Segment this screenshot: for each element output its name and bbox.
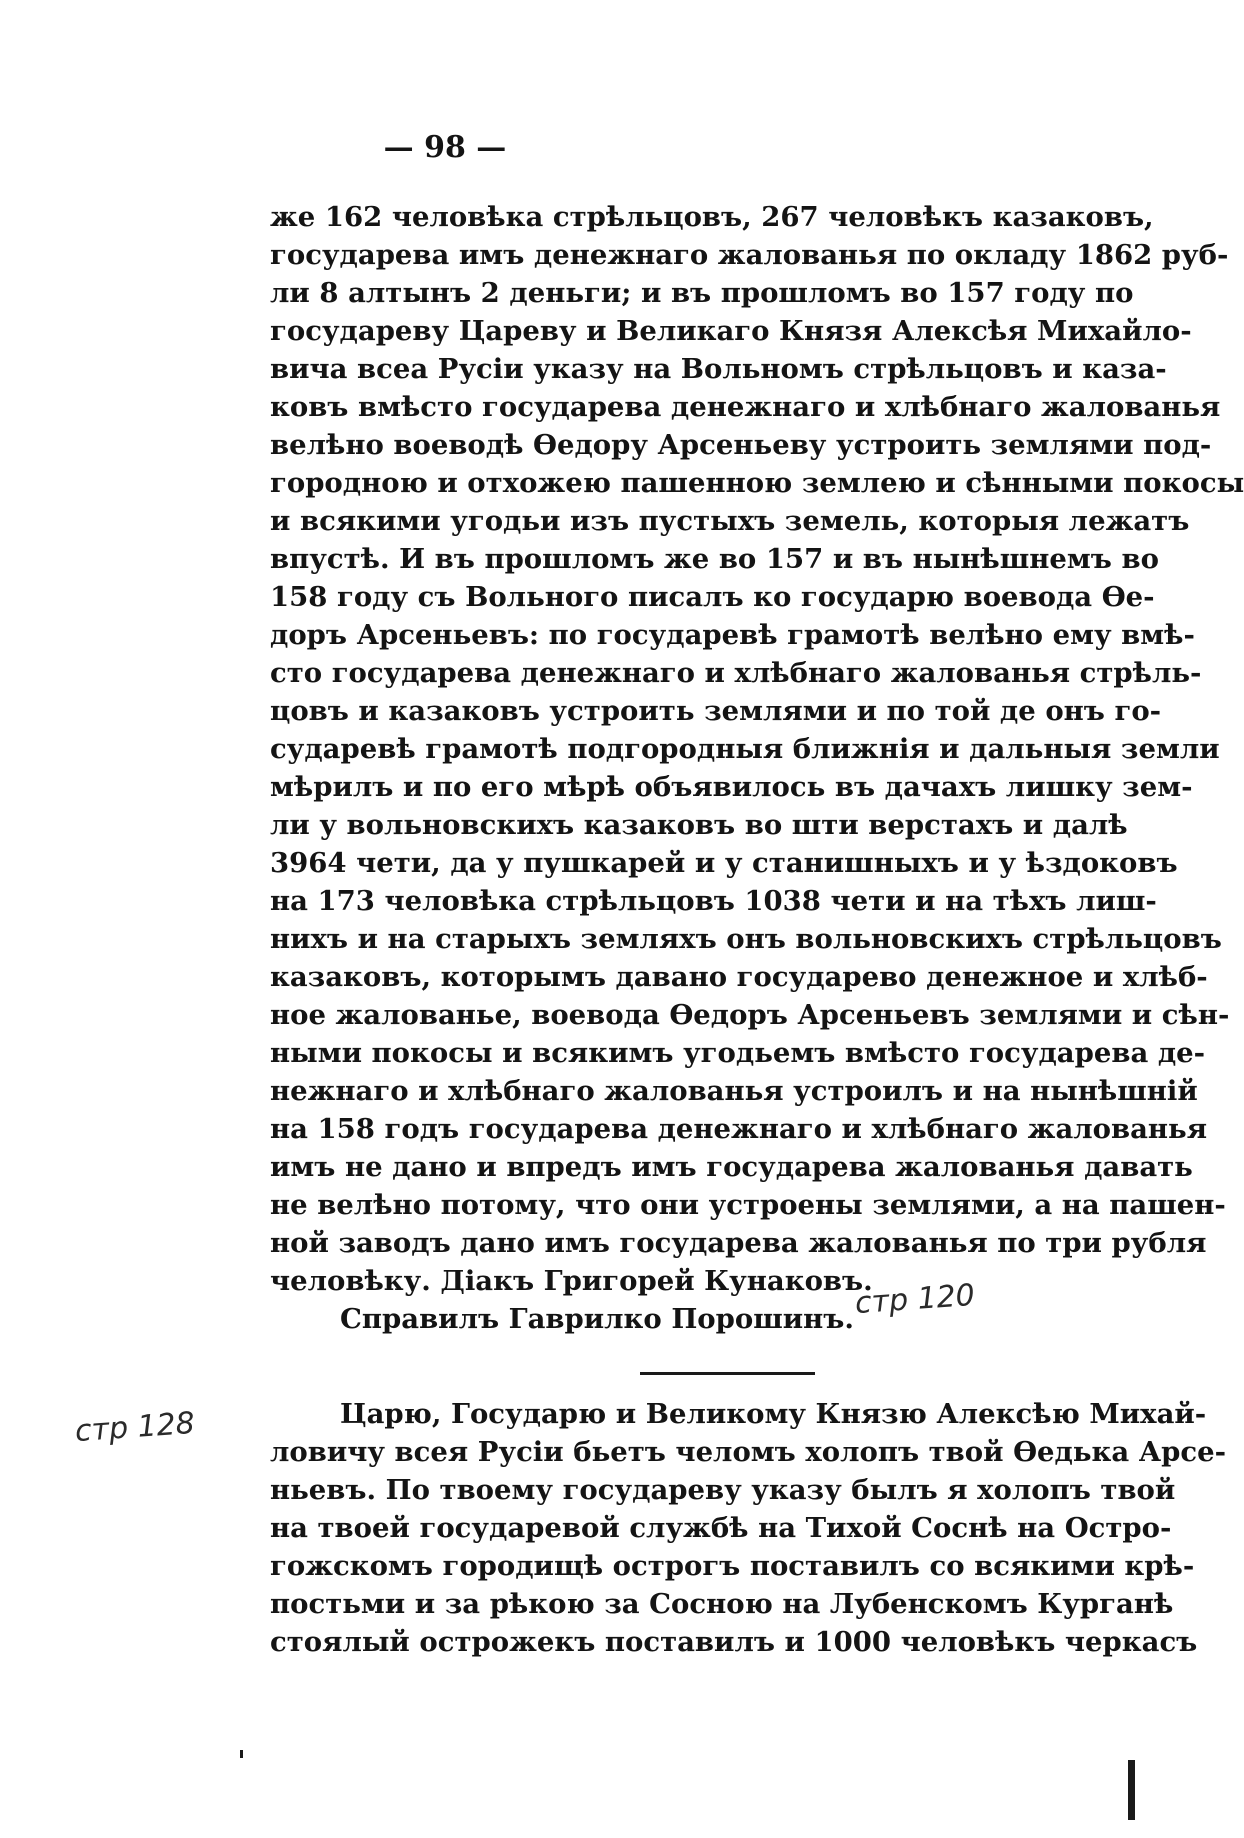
handwritten-note-margin: стр 128	[73, 1405, 196, 1450]
text-line: же 162 человѣка стрѣльцовъ, 267 человѣкъ казаковъ,	[270, 201, 1154, 233]
text-line: человѣку. Діакъ Григорей Кунаковъ.	[270, 1265, 873, 1297]
text-line: велѣно воеводѣ Ѳедору Арсеньеву устроить землями под-	[270, 429, 1212, 461]
text-line: ными покосы и всякимъ угодьемъ вмѣсто государева де-	[270, 1037, 1206, 1069]
scan-edge-mark	[1128, 1760, 1135, 1820]
scan-artifact-mark	[240, 1750, 243, 1758]
text-line: впустѣ. И въ прошломъ же во 157 и въ нынѣшнемъ во	[270, 543, 1159, 575]
text-line: казаковъ, которымъ давано государево денежное и хлѣб-	[270, 961, 1208, 993]
paragraph-2	[270, 1395, 1227, 1661]
page-number: — 98 —	[383, 130, 507, 165]
text-line: стоялый острожекъ поставилъ и 1000 человѣкъ черкасъ	[270, 1626, 1198, 1658]
text-line: государеву Цареву и Великаго Князя Алексѣя Михайло-	[270, 315, 1192, 347]
text-line: ли 8 алтынъ 2 деньги; и въ прошломъ во 157 году по	[270, 277, 1134, 309]
section-divider	[640, 1372, 815, 1375]
text-line: и всякими угодьи изъ пустыхъ земель, которыя лежатъ	[270, 505, 1190, 537]
text-line: мѣрилъ и по его мѣрѣ объявилось въ дачахъ лишку зем-	[270, 771, 1193, 803]
text-line: имъ не дано и впредъ имъ государева жалованья давать	[270, 1151, 1193, 1183]
text-line: не велѣно потому, что они устроены землями, а на пашен-	[270, 1189, 1226, 1221]
text-line: доръ Арсеньевъ: по государевѣ грамотѣ велѣно ему вмѣ-	[270, 619, 1195, 651]
signature-line: Справилъ Гаврилко Порошинъ.	[340, 1303, 854, 1335]
text-line: ное жалованье, воевода Ѳедоръ Арсеньевъ землями и сѣн-	[270, 999, 1230, 1031]
text-line: 3964 чети, да у пушкарей и у станишныхъ и у ѣздоковъ	[270, 847, 1178, 879]
text-line: нежнаго и хлѣбнаго жалованья устроилъ и на нынѣшній	[270, 1075, 1198, 1107]
text-line: на твоей государевой службѣ на Тихой Соснѣ на Остро-	[270, 1512, 1172, 1544]
paragraph-1	[270, 198, 1244, 1338]
text-line: постьми и за рѣкою за Сосною на Лубенскомъ Курганѣ	[270, 1588, 1174, 1620]
text-line: городною и отхожею пашенною землею и сѣнными покосы	[270, 467, 1244, 499]
text-line: ньевъ. По твоему государеву указу былъ я холопъ твой	[270, 1474, 1176, 1506]
text-line: гожскомъ городищѣ острогъ поставилъ со всякими крѣ-	[270, 1550, 1195, 1582]
text-line: ли у вольновскихъ казаковъ во шти верстахъ и далѣ	[270, 809, 1128, 841]
text-line: 158 году съ Вольного писалъ ко государю воевода Ѳе-	[270, 581, 1155, 613]
text-line: на 158 годъ государева денежнаго и хлѣбнаго жалованья	[270, 1113, 1208, 1145]
handwritten-note-page-ref: стр 120	[853, 1277, 976, 1322]
text-line: ковъ вмѣсто государева денежнаго и хлѣбнаго жалованья	[270, 391, 1221, 423]
text-line: ловичу всея Русіи бьетъ челомъ холопъ твой Ѳедька Арсе-	[270, 1436, 1227, 1468]
text-line: сударевѣ грамотѣ подгородныя ближнія и дальныя земли	[270, 733, 1220, 765]
text-line: на 173 человѣка стрѣльцовъ 1038 чети и на тѣхъ лиш-	[270, 885, 1157, 917]
text-line: вича всеа Русіи указу на Вольномъ стрѣльцовъ и каза-	[270, 353, 1167, 385]
text-line: сто государева денежнаго и хлѣбнаго жалованья стрѣль-	[270, 657, 1202, 689]
text-line: государева имъ денежнаго жалованья по окладу 1862 руб-	[270, 239, 1229, 271]
text-line: цовъ и казаковъ устроить землями и по той де онъ го-	[270, 695, 1162, 727]
text-line: ной заводъ дано имъ государева жалованья по три рубля	[270, 1227, 1207, 1259]
text-line: Царю, Государю и Великому Князю Алексѣю Михай-	[340, 1398, 1207, 1430]
text-line: нихъ и на старыхъ земляхъ онъ вольновскихъ стрѣльцовъ	[270, 923, 1222, 955]
